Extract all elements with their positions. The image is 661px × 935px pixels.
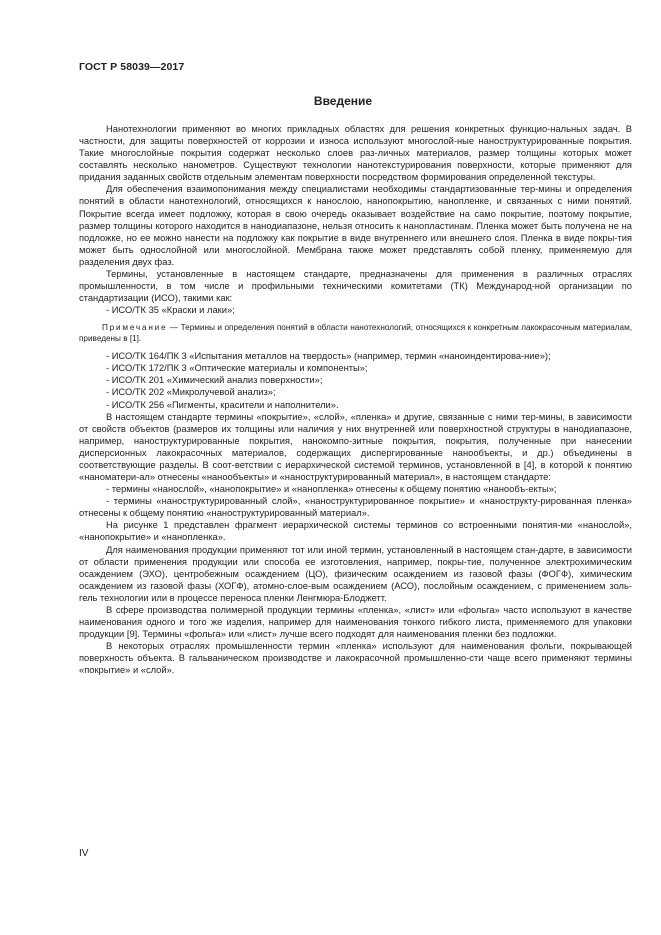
paragraph: На рисунке 1 представлен фрагмент иерархической системы терминов со встроенными понятия-ми «нанослой», «нанопокрытие» и «нанопленка». — [79, 520, 632, 543]
list-item: - ИСО/ТК 172/ПК 3 «Оптические материалы и компоненты»; — [106, 363, 368, 374]
paragraph: В сфере производства полимерной продукции термины «пленка», «лист» или «фольга» часто используют в качестве наименования одного и того же изделия, например для наименования тонкого гибкого листа, применяемого для упаковки продукции [9]. Термины «фольга» или «лист» лучше всего подходят для наименования пленки без подложки. — [79, 604, 632, 640]
list-item: - ИСО/ТК 201 «Химический анализ поверхности»; — [106, 375, 323, 386]
paragraph: В некоторых отраслях промышленности термин «пленка» используют для наименования фольги, покрывающей поверхность объекта. В гальваническом производстве и лакокрасочной промышленно-сти чаще всего применяют термины «покрытие» и «слой». — [79, 641, 632, 676]
paragraph: Нанотехнологии применяют во многих прикладных областях для решения конкретных функцио-нальных задач. В частности, для защиты поверхностей от коррозии и износа используют многослой-ные наноструктурированные покрытия. Такие многослойные покрытия содержат несколько слоев раз-личных материалов, размер толщины которых может составлять несколько нанометров. Существуют технологии нанотекстурирования поверхности, которые применяют для придания заданных свойств отдельным элементам поверхности посредством формирования определенной текстуры. — [79, 124, 632, 183]
paragraph: Для обеспечения взаимопонимания между специалистами необходимы стандартизованные тер-мины и определения понятий в области нанотехнологий, относящихся к нанослою, нанопокрытию, нанопленке, и связанных с ними понятий. Покрытие всегда имеет подложку, которая в свою очередь оказывает воздействие на само покрытие, поэтому покрытие, размер толщины которого находится в нанодиапазоне, нельзя относить к нанопластинам. Пленка может быть получена не на подложке, но ее можно нанести на подложку как покрытие в виде внутреннего или внешнего слоя. Пленка в виде покры-тия может быть однослойной или многослойной. Мембрана также может представлять собой пленку, применяемую для разделения двух фаз. — [79, 184, 632, 267]
page-number: IV — [79, 848, 89, 859]
paragraph: Термины, установленные в настоящем стандарте, предназначены для применения в различных отраслях промышленности, в том числе и профильными техническими комитетами (ТК) Международ-ной организации по стандартизации (ИСО), такими как: — [79, 268, 632, 304]
list-item: - термины «наноструктурированный слой», «наноструктурированное покрытие» и «нанострукту-рированная пленка» отнесены к общему понятию «наноструктурированный материал». — [79, 496, 632, 519]
list-item: - ИСО/ТК 202 «Микролучевой анализ»; — [106, 387, 276, 398]
section-title: Введение — [313, 94, 373, 108]
list-item: - ИСО/ТК 35 «Краски и лаки»; — [106, 305, 235, 316]
list-item: - ИСО/ТК 256 «Пигменты, красители и наполнители». — [106, 399, 339, 410]
standard-header: ГОСТ Р 58039—2017 — [79, 61, 185, 73]
paragraph: Для наименования продукции применяют тот или иной термин, установленный в настоящем стан-дарте, в зависимости от области применения продукции или способа ее изготовления, например, покры-тие, полученное электрохимическим осаждением (ЭХО), центробежным осаждением (ЦО), физическим осаждением из газовой фазы (ФОГФ), химическим осаждением из газовой фазы (ХОГФ), атомно-слое-вым осаждением (АСО), послойным осаждением, с применением золь-гель технологии или в процессе переноса пленки Ленгмюра-Блоджетт. — [79, 544, 632, 603]
note-text: — Термины и определения понятий в области нанотехнологий, относящихся к конкретным лакокрасочным материалам, приведены в [1]. — [79, 323, 632, 344]
paragraph: В настоящем стандарте термины «покрытие», «слой», «пленка» и другие, связанные с ними тер-мины, в зависимости от свойств объектов (размеров их толщины или наличия у них внутренней или поверхностной структуры в нанодиапазоне, например, наноструктурированные покрытия, нанокомпо-зитные покрытия, покрытия, полученные при нанесении дисперсионных лакокрасочных материалов, содержащих диспергированные нанообъекты, и др.) объединены в соответствующие разделы. В соот-ветствии с иерархической системой терминов, установленной в [4], в которой к понятию «наноматери-ал» отнесены «нанообъекты» и «наноструктурированный материал», в настоящем стандарте: — [79, 411, 632, 483]
body-text — [79, 123, 632, 676]
note — [79, 322, 632, 344]
list-item: - термины «нанослой», «нанопокрытие» и «нанопленка» отнесены к общему понятию «нанообъ-екты»; — [106, 484, 557, 495]
note-label: Примечание — [102, 323, 168, 333]
list-item: - ИСО/ТК 164/ПК 3 «Испытания металлов на твердость» (например, термин «наноиндентирова-ние»); — [106, 351, 551, 362]
